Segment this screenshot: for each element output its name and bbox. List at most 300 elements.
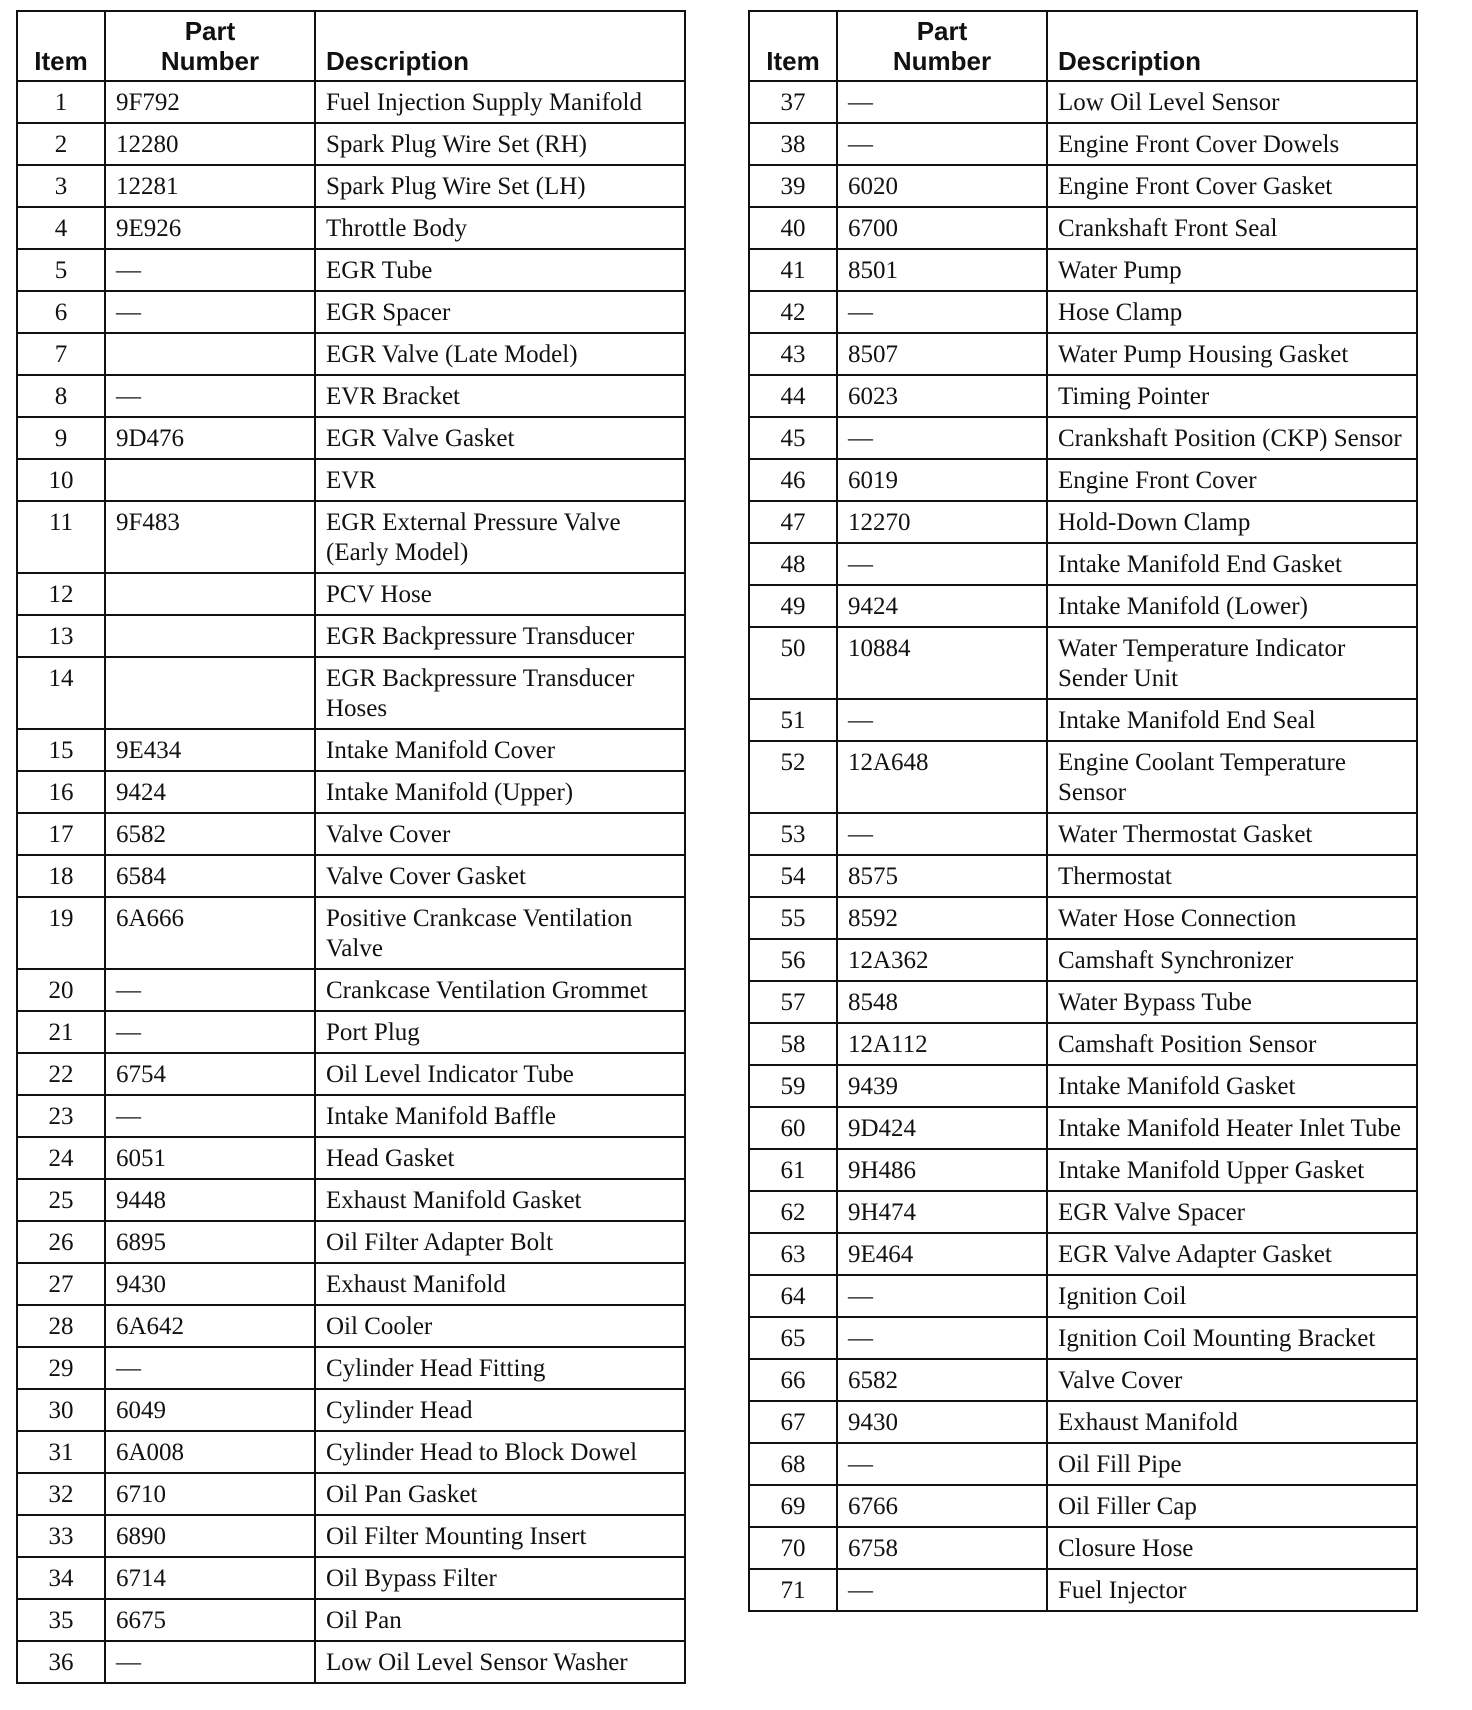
description-cell: Cylinder Head (315, 1389, 685, 1431)
description-cell: EGR Spacer (315, 291, 685, 333)
item-cell: 9 (17, 417, 105, 459)
table-row (749, 375, 1417, 417)
part-number-cell: 10884 (837, 627, 1047, 699)
part-number-cell (105, 573, 315, 615)
item-cell: 38 (749, 123, 837, 165)
header-part-label-1: Part (184, 16, 236, 46)
table-row (749, 165, 1417, 207)
description-cell: Intake Manifold Baffle (315, 1095, 685, 1137)
table-row (749, 333, 1417, 375)
part-number-cell: 6A008 (105, 1431, 315, 1473)
item-cell: 44 (749, 375, 837, 417)
description-cell: Throttle Body (315, 207, 685, 249)
table-row (749, 939, 1417, 981)
part-number-cell: 9E926 (105, 207, 315, 249)
table-row (17, 375, 685, 417)
part-number-cell: — (105, 969, 315, 1011)
item-cell: 64 (749, 1275, 837, 1317)
table-row (17, 123, 685, 165)
header-part-label-2: Number (160, 46, 260, 76)
part-number-cell: 6019 (837, 459, 1047, 501)
description-cell: Camshaft Position Sensor (1047, 1023, 1417, 1065)
table-row (17, 1095, 685, 1137)
item-cell: 8 (17, 375, 105, 417)
part-number-cell (105, 459, 315, 501)
table-row (17, 969, 685, 1011)
table-row (17, 291, 685, 333)
description-cell: Water Temperature Indicator Sender Unit (1047, 627, 1417, 699)
description-cell: Intake Manifold Heater Inlet Tube (1047, 1107, 1417, 1149)
item-cell: 17 (17, 813, 105, 855)
table-row (17, 1599, 685, 1641)
item-cell: 12 (17, 573, 105, 615)
part-number-cell: 6A666 (105, 897, 315, 969)
table-row (17, 333, 685, 375)
part-number-cell: 6754 (105, 1053, 315, 1095)
parts-table-left (16, 10, 686, 1684)
description-cell: EGR Valve Adapter Gasket (1047, 1233, 1417, 1275)
description-cell: Oil Pan (315, 1599, 685, 1641)
description-cell: Head Gasket (315, 1137, 685, 1179)
part-number-cell: 6582 (105, 813, 315, 855)
description-cell: Intake Manifold End Gasket (1047, 543, 1417, 585)
table-row (17, 1263, 685, 1305)
item-cell: 48 (749, 543, 837, 585)
table-row (749, 1569, 1417, 1611)
part-number-cell: — (105, 375, 315, 417)
table-row (749, 1233, 1417, 1275)
description-cell: Valve Cover (315, 813, 685, 855)
description-cell: Water Pump (1047, 249, 1417, 291)
table-row (17, 1515, 685, 1557)
table-row (749, 81, 1417, 123)
item-cell: 62 (749, 1191, 837, 1233)
description-cell: Oil Filter Adapter Bolt (315, 1221, 685, 1263)
part-number-cell: 8501 (837, 249, 1047, 291)
item-cell: 61 (749, 1149, 837, 1191)
item-cell: 56 (749, 939, 837, 981)
description-cell: EGR Valve (Late Model) (315, 333, 685, 375)
item-cell: 52 (749, 741, 837, 813)
table-row (17, 501, 685, 573)
description-cell: Exhaust Manifold Gasket (315, 1179, 685, 1221)
part-number-cell: 9448 (105, 1179, 315, 1221)
part-number-cell: 8592 (837, 897, 1047, 939)
part-number-cell: — (837, 813, 1047, 855)
item-cell: 36 (17, 1641, 105, 1683)
table-row (749, 1023, 1417, 1065)
item-cell: 69 (749, 1485, 837, 1527)
item-cell: 60 (749, 1107, 837, 1149)
table-row (17, 771, 685, 813)
table-row (749, 417, 1417, 459)
item-cell: 70 (749, 1527, 837, 1569)
table-row (749, 291, 1417, 333)
part-number-cell: 9424 (837, 585, 1047, 627)
table-row (17, 249, 685, 291)
table-row (17, 1473, 685, 1515)
item-cell: 45 (749, 417, 837, 459)
item-cell: 2 (17, 123, 105, 165)
item-cell: 53 (749, 813, 837, 855)
description-cell: Valve Cover (1047, 1359, 1417, 1401)
description-cell: Engine Coolant Temperature Sensor (1047, 741, 1417, 813)
table-row (17, 1389, 685, 1431)
description-cell: EGR Tube (315, 249, 685, 291)
header-description (315, 11, 685, 81)
header-part-number (837, 11, 1047, 81)
item-cell: 1 (17, 81, 105, 123)
description-cell: Hose Clamp (1047, 291, 1417, 333)
table-row (749, 897, 1417, 939)
table-body-left (17, 81, 685, 1683)
description-cell: Intake Manifold (Upper) (315, 771, 685, 813)
description-cell: Water Pump Housing Gasket (1047, 333, 1417, 375)
table-row (749, 1107, 1417, 1149)
part-number-cell: 9E464 (837, 1233, 1047, 1275)
description-cell: Hold-Down Clamp (1047, 501, 1417, 543)
description-cell: Thermostat (1047, 855, 1417, 897)
part-number-cell: — (837, 291, 1047, 333)
description-cell: Cylinder Head to Block Dowel (315, 1431, 685, 1473)
table-row (17, 1053, 685, 1095)
table-row (749, 855, 1417, 897)
item-cell: 50 (749, 627, 837, 699)
item-cell: 14 (17, 657, 105, 729)
description-cell: Spark Plug Wire Set (RH) (315, 123, 685, 165)
item-cell: 42 (749, 291, 837, 333)
table-row (17, 573, 685, 615)
part-number-cell: 6049 (105, 1389, 315, 1431)
part-number-cell: 9E434 (105, 729, 315, 771)
description-cell: Crankshaft Front Seal (1047, 207, 1417, 249)
item-cell: 6 (17, 291, 105, 333)
item-cell: 46 (749, 459, 837, 501)
part-number-cell: 8575 (837, 855, 1047, 897)
table-row (17, 81, 685, 123)
description-cell: Crankshaft Position (CKP) Sensor (1047, 417, 1417, 459)
item-cell: 4 (17, 207, 105, 249)
table-row (17, 1011, 685, 1053)
table-row (749, 699, 1417, 741)
part-number-cell: 6582 (837, 1359, 1047, 1401)
table-row (17, 417, 685, 459)
description-cell: Port Plug (315, 1011, 685, 1053)
item-cell: 32 (17, 1473, 105, 1515)
item-cell: 5 (17, 249, 105, 291)
item-cell: 26 (17, 1221, 105, 1263)
item-cell: 41 (749, 249, 837, 291)
item-cell: 28 (17, 1305, 105, 1347)
item-cell: 25 (17, 1179, 105, 1221)
item-cell: 3 (17, 165, 105, 207)
description-cell: Timing Pointer (1047, 375, 1417, 417)
table-row (749, 1401, 1417, 1443)
description-cell: Positive Crankcase Ventilation Valve (315, 897, 685, 969)
description-cell: Oil Cooler (315, 1305, 685, 1347)
item-cell: 67 (749, 1401, 837, 1443)
part-number-cell (105, 657, 315, 729)
part-number-cell: 6020 (837, 165, 1047, 207)
description-cell: Oil Fill Pipe (1047, 1443, 1417, 1485)
table-row (17, 1137, 685, 1179)
part-number-cell: — (837, 699, 1047, 741)
part-number-cell: 9430 (105, 1263, 315, 1305)
table-row (749, 1443, 1417, 1485)
table-row (17, 813, 685, 855)
part-number-cell: 6895 (105, 1221, 315, 1263)
table-row (17, 855, 685, 897)
part-number-cell: — (105, 1011, 315, 1053)
part-number-cell: 9D424 (837, 1107, 1047, 1149)
part-number-cell: — (837, 123, 1047, 165)
item-cell: 13 (17, 615, 105, 657)
item-cell: 40 (749, 207, 837, 249)
table-row (749, 813, 1417, 855)
part-number-cell (105, 333, 315, 375)
description-cell: Intake Manifold Gasket (1047, 1065, 1417, 1107)
header-description (1047, 11, 1417, 81)
header-part-label-2: Number (892, 46, 992, 76)
part-number-cell: 6584 (105, 855, 315, 897)
description-cell: EVR Bracket (315, 375, 685, 417)
description-cell: Oil Filler Cap (1047, 1485, 1417, 1527)
table-row (749, 585, 1417, 627)
description-cell: Intake Manifold Upper Gasket (1047, 1149, 1417, 1191)
part-number-cell: — (105, 1347, 315, 1389)
item-cell: 22 (17, 1053, 105, 1095)
table-row (749, 1275, 1417, 1317)
part-number-cell: — (105, 291, 315, 333)
description-cell: Low Oil Level Sensor (1047, 81, 1417, 123)
item-cell: 34 (17, 1557, 105, 1599)
part-number-cell: 9430 (837, 1401, 1047, 1443)
part-number-cell (105, 615, 315, 657)
part-number-cell: 6758 (837, 1527, 1047, 1569)
part-number-cell: 8548 (837, 981, 1047, 1023)
item-cell: 66 (749, 1359, 837, 1401)
table-body-right (749, 81, 1417, 1611)
table-row (17, 1221, 685, 1263)
item-cell: 37 (749, 81, 837, 123)
table-row (17, 1179, 685, 1221)
part-number-cell: — (105, 1641, 315, 1683)
table-row (17, 1431, 685, 1473)
description-cell: Fuel Injector (1047, 1569, 1417, 1611)
item-cell: 54 (749, 855, 837, 897)
part-number-cell: 9F483 (105, 501, 315, 573)
table-row (749, 1149, 1417, 1191)
description-cell: Low Oil Level Sensor Washer (315, 1641, 685, 1683)
item-cell: 19 (17, 897, 105, 969)
description-cell: Water Thermostat Gasket (1047, 813, 1417, 855)
header-part-number (105, 11, 315, 81)
description-cell: Intake Manifold End Seal (1047, 699, 1417, 741)
item-cell: 51 (749, 699, 837, 741)
part-number-cell: 6A642 (105, 1305, 315, 1347)
description-cell: Engine Front Cover (1047, 459, 1417, 501)
item-cell: 33 (17, 1515, 105, 1557)
description-cell: Engine Front Cover Dowels (1047, 123, 1417, 165)
description-cell: Oil Pan Gasket (315, 1473, 685, 1515)
item-cell: 65 (749, 1317, 837, 1359)
part-number-cell: 12281 (105, 165, 315, 207)
description-cell: EGR Valve Gasket (315, 417, 685, 459)
part-number-cell: 6710 (105, 1473, 315, 1515)
header-row (749, 11, 1417, 81)
description-cell: Water Bypass Tube (1047, 981, 1417, 1023)
description-cell: Exhaust Manifold (1047, 1401, 1417, 1443)
part-number-cell: 9439 (837, 1065, 1047, 1107)
part-number-cell: — (105, 1095, 315, 1137)
part-number-cell: 6766 (837, 1485, 1047, 1527)
table-row (749, 1527, 1417, 1569)
header-item (749, 11, 837, 81)
description-cell: Ignition Coil (1047, 1275, 1417, 1317)
item-cell: 20 (17, 969, 105, 1011)
item-cell: 49 (749, 585, 837, 627)
part-number-cell: 12A362 (837, 939, 1047, 981)
item-cell: 30 (17, 1389, 105, 1431)
description-cell: Intake Manifold (Lower) (1047, 585, 1417, 627)
table-row (17, 165, 685, 207)
description-cell: EGR Valve Spacer (1047, 1191, 1417, 1233)
part-number-cell: 9H486 (837, 1149, 1047, 1191)
part-number-cell: 9D476 (105, 417, 315, 459)
item-cell: 21 (17, 1011, 105, 1053)
table-row (749, 459, 1417, 501)
part-number-cell: — (837, 81, 1047, 123)
item-cell: 43 (749, 333, 837, 375)
description-cell: EGR Backpressure Transducer (315, 615, 685, 657)
item-cell: 59 (749, 1065, 837, 1107)
table-row (749, 249, 1417, 291)
item-cell: 29 (17, 1347, 105, 1389)
description-cell: EGR Backpressure Transducer Hoses (315, 657, 685, 729)
description-cell: Camshaft Synchronizer (1047, 939, 1417, 981)
header-description-label: Description (1058, 46, 1202, 76)
item-cell: 11 (17, 501, 105, 573)
part-number-cell: — (837, 1275, 1047, 1317)
part-number-cell: — (837, 543, 1047, 585)
table-row (749, 501, 1417, 543)
parts-table-right (748, 10, 1418, 1612)
description-cell: Fuel Injection Supply Manifold (315, 81, 685, 123)
part-number-cell: 9F792 (105, 81, 315, 123)
description-cell: Cylinder Head Fitting (315, 1347, 685, 1389)
item-cell: 58 (749, 1023, 837, 1065)
table-row (17, 1305, 685, 1347)
item-cell: 27 (17, 1263, 105, 1305)
table-row (749, 981, 1417, 1023)
item-cell: 31 (17, 1431, 105, 1473)
description-cell: EGR External Pressure Valve (Early Model) (315, 501, 685, 573)
description-cell: Oil Level Indicator Tube (315, 1053, 685, 1095)
item-cell: 63 (749, 1233, 837, 1275)
part-number-cell: 6675 (105, 1599, 315, 1641)
table-row (749, 1317, 1417, 1359)
item-cell: 68 (749, 1443, 837, 1485)
table-row (17, 1557, 685, 1599)
item-cell: 15 (17, 729, 105, 771)
header-item-label: Item (34, 46, 88, 76)
table-row (17, 897, 685, 969)
item-cell: 39 (749, 165, 837, 207)
table-row (17, 657, 685, 729)
table-row (749, 123, 1417, 165)
table-row (17, 615, 685, 657)
header-row (17, 11, 685, 81)
part-number-cell: 12A112 (837, 1023, 1047, 1065)
description-cell: Exhaust Manifold (315, 1263, 685, 1305)
table-row (749, 1359, 1417, 1401)
part-number-cell: — (837, 1443, 1047, 1485)
item-cell: 35 (17, 1599, 105, 1641)
table-row (749, 627, 1417, 699)
item-cell: 71 (749, 1569, 837, 1611)
item-cell: 16 (17, 771, 105, 813)
part-number-cell: — (837, 417, 1047, 459)
item-cell: 10 (17, 459, 105, 501)
description-cell: Spark Plug Wire Set (LH) (315, 165, 685, 207)
header-part-label-1: Part (916, 16, 968, 46)
part-number-cell: 12280 (105, 123, 315, 165)
table-row (17, 1347, 685, 1389)
item-cell: 23 (17, 1095, 105, 1137)
part-number-cell: 6714 (105, 1557, 315, 1599)
header-item (17, 11, 105, 81)
description-cell: Ignition Coil Mounting Bracket (1047, 1317, 1417, 1359)
part-number-cell: — (837, 1317, 1047, 1359)
part-number-cell: 9424 (105, 771, 315, 813)
description-cell: EVR (315, 459, 685, 501)
item-cell: 47 (749, 501, 837, 543)
description-cell: Valve Cover Gasket (315, 855, 685, 897)
item-cell: 18 (17, 855, 105, 897)
table-row (749, 543, 1417, 585)
table-row (749, 741, 1417, 813)
description-cell: Closure Hose (1047, 1527, 1417, 1569)
description-cell: Engine Front Cover Gasket (1047, 165, 1417, 207)
description-cell: Crankcase Ventilation Grommet (315, 969, 685, 1011)
part-number-cell: 6023 (837, 375, 1047, 417)
item-cell: 57 (749, 981, 837, 1023)
description-cell: Water Hose Connection (1047, 897, 1417, 939)
item-cell: 7 (17, 333, 105, 375)
part-number-cell: — (837, 1569, 1047, 1611)
item-cell: 55 (749, 897, 837, 939)
table-row (17, 207, 685, 249)
item-cell: 24 (17, 1137, 105, 1179)
header-description-label: Description (326, 46, 470, 76)
description-cell: Intake Manifold Cover (315, 729, 685, 771)
table-row (17, 459, 685, 501)
part-number-cell: 9H474 (837, 1191, 1047, 1233)
part-number-cell: 12270 (837, 501, 1047, 543)
table-row (749, 1485, 1417, 1527)
part-number-cell: — (105, 249, 315, 291)
table-row (749, 207, 1417, 249)
description-cell: Oil Filter Mounting Insert (315, 1515, 685, 1557)
table-row (749, 1065, 1417, 1107)
table-row (17, 1641, 685, 1683)
table-row (749, 1191, 1417, 1233)
part-number-cell: 6700 (837, 207, 1047, 249)
description-cell: Oil Bypass Filter (315, 1557, 685, 1599)
part-number-cell: 6051 (105, 1137, 315, 1179)
part-number-cell: 8507 (837, 333, 1047, 375)
table-row (17, 729, 685, 771)
